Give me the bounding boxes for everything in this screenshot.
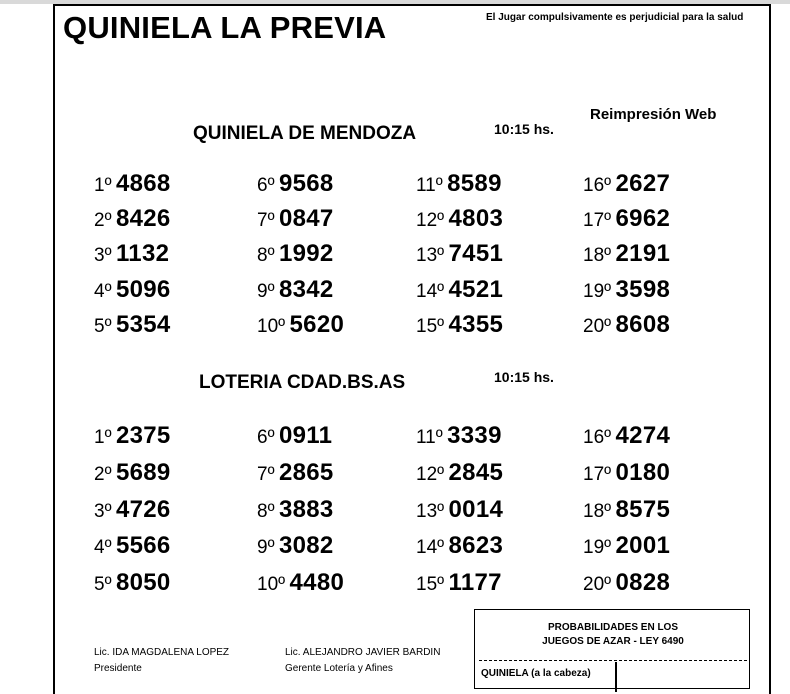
result-number: 4480 [289,569,345,597]
document-title: QUINIELA LA PREVIA [63,10,387,45]
result-entry [94,311,171,339]
section-time-mendoza: 10:15 hs. [494,121,554,137]
result-number: 5566 [115,532,171,560]
result-position: 11º [416,175,443,196]
result-number: 5620 [289,310,345,338]
result-entry [94,276,171,304]
result-entry [94,496,171,524]
result-number: 0014 [448,495,504,523]
result-entry [416,496,503,524]
result-position: 5º [94,315,112,337]
result-position: 8º [257,500,275,522]
result-number: 4726 [115,495,171,523]
result-number: 3598 [615,275,671,303]
result-position: 5º [94,574,112,596]
result-entry [583,311,670,339]
result-position: 20º [583,315,612,337]
result-number: 4803 [448,205,504,233]
result-position: 4º [94,537,112,559]
result-entry [416,240,503,268]
section-title-loteria: LOTERIA CDAD.BS.AS [199,372,406,393]
result-entry [94,532,171,560]
probabilities-row-label: QUINIELA (a la cabeza) [481,668,591,679]
result-entry [583,422,670,450]
result-entry [583,496,670,524]
result-entry [94,422,171,450]
result-position: 10º [257,574,286,596]
result-position: 15º [416,574,445,596]
result-position: 15º [416,315,445,337]
result-entry [583,276,670,304]
result-position: 13º [416,500,445,522]
result-position: 3º [94,245,112,267]
result-entry [257,422,332,450]
result-position: 19º [583,280,612,302]
result-entry [257,496,334,524]
result-entry [94,459,171,487]
result-number: 0180 [615,458,671,486]
result-position: 6º [257,427,275,448]
result-number: 1177 [448,569,502,597]
result-position: 14º [416,537,445,559]
result-position: 12º [416,463,445,485]
result-number: 0911 [278,422,333,449]
result-number: 7451 [448,240,504,268]
result-number: 2001 [615,532,671,560]
result-position: 3º [94,500,112,522]
result-entry [257,170,334,198]
gambling-warning: El Jugar compulsivamente es perjudicial para la salud [486,12,744,23]
result-position: 2º [94,210,112,232]
result-number: 1132 [115,240,170,268]
result-position: 1º [94,427,112,448]
result-position: 2º [94,463,112,485]
result-number: 8426 [115,205,171,233]
probabilities-column-divider [615,662,617,692]
result-position: 20º [583,574,612,596]
result-entry [416,276,503,304]
result-entry [416,532,503,560]
result-entry [94,569,171,597]
signature-name: Lic. ALEJANDRO JAVIER BARDIN [285,647,441,658]
result-number: 4355 [448,310,504,338]
result-number: 2845 [448,458,504,486]
result-position: 7º [257,463,275,485]
result-number: 8623 [448,532,504,560]
result-entry [416,205,503,233]
result-number: 2865 [278,458,334,486]
result-entry [94,240,169,268]
probabilities-title-line1: PROBABILIDADES EN LOS [547,622,678,633]
result-position: 10º [257,315,286,337]
result-number: 3883 [278,495,334,523]
result-number: 0847 [278,205,334,233]
result-position: 14º [416,280,445,302]
reprint-label: Reimpresión Web [590,106,717,123]
signature-manager [285,645,440,677]
probabilities-title [475,621,751,649]
signature-role: Gerente Lotería y Afines [285,663,393,674]
result-number: 8050 [115,569,171,597]
result-number: 8575 [615,495,671,523]
result-entry [583,205,670,233]
probabilities-separator [479,660,747,661]
result-position: 16º [583,427,612,448]
result-position: 11º [416,427,443,448]
probabilities-box [474,609,750,689]
result-entry [257,311,344,339]
result-entry [94,170,171,198]
result-entry [416,311,503,339]
result-number: 8589 [447,170,502,197]
result-number: 5689 [115,458,171,486]
result-position: 7º [257,210,275,232]
result-entry [257,240,334,268]
result-entry [583,459,670,487]
result-position: 4º [94,280,112,302]
result-position: 16º [583,175,612,196]
result-number: 1992 [278,240,334,268]
result-entry [257,532,334,560]
result-position: 18º [583,245,612,267]
result-number: 4868 [115,170,171,197]
result-entry [257,276,334,304]
result-position: 17º [583,210,612,232]
result-entry [583,170,670,198]
section-title-mendoza: QUINIELA DE MENDOZA [193,123,417,144]
result-entry [583,569,670,597]
result-entry [416,170,502,198]
result-number: 5096 [115,275,171,303]
result-number: 8608 [615,310,671,338]
result-number: 4274 [615,422,671,449]
result-number: 8342 [278,275,334,303]
result-number: 9568 [278,170,334,197]
result-position: 9º [257,537,275,559]
result-number: 0828 [615,569,671,597]
result-entry [94,205,171,233]
result-number: 3082 [278,532,334,560]
signature-name: Lic. IDA MAGDALENA LOPEZ [94,647,230,658]
result-entry [257,459,334,487]
result-number: 5354 [115,310,171,338]
result-position: 13º [416,245,445,267]
signature-president [94,645,229,677]
result-number: 6962 [615,205,671,233]
result-number: 3339 [447,422,502,449]
probabilities-title-line2: JUEGOS DE AZAR - LEY 6490 [542,636,684,647]
result-entry [416,569,502,597]
result-number: 2191 [615,240,671,268]
result-number: 4521 [448,275,504,303]
result-position: 6º [257,175,275,196]
result-entry [583,240,670,268]
result-number: 2627 [615,170,671,197]
result-entry [257,205,334,233]
result-entry [416,422,502,450]
result-number: 2375 [115,422,171,449]
signature-role: Presidente [94,663,142,674]
result-entry [257,569,344,597]
result-position: 9º [257,280,275,302]
result-position: 19º [583,537,612,559]
section-time-loteria: 10:15 hs. [494,369,554,385]
result-position: 17º [583,463,612,485]
result-position: 8º [257,245,275,267]
result-position: 12º [416,210,445,232]
result-entry [583,532,670,560]
result-entry [416,459,503,487]
result-position: 1º [94,175,112,196]
result-position: 18º [583,500,612,522]
